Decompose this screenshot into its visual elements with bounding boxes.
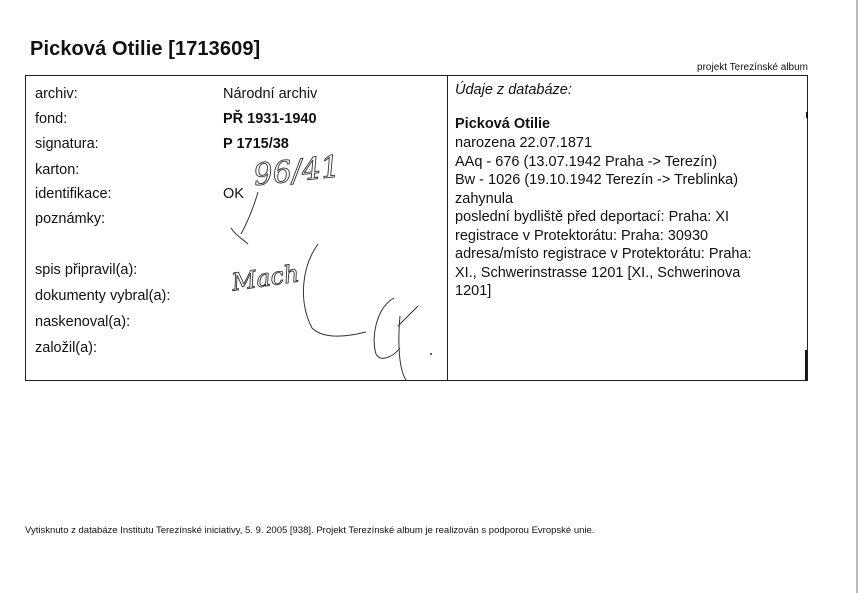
handwritten-initials [374,298,418,380]
field-label-fond: fond: [35,111,68,127]
handwritten-karton: 96/41 [251,149,342,194]
column-divider [447,76,448,380]
database-line: XI., Schwerinstrasse 1201 [XI., Schwerinova [455,264,741,281]
database-line: Bw - 1026 (19.10.1942 Terezín -> Treblinka) [455,172,739,188]
field-label-poznamky: poznámky: [35,211,106,227]
record-title: Picková Otilie [1713609] [30,38,261,60]
field-value-identifikace: OK [223,186,244,202]
database-line: AAq - 676 (13.07.1942 Praha -> Terezín) [455,153,718,170]
handwriting-overlay [26,76,447,382]
database-line: registrace v Protektorátu: Praha: 30930 [455,227,709,244]
handwritten-bracket [303,244,366,336]
database-line: zahynula [455,190,514,207]
database-line: narozena 22.07.1871 [455,135,593,151]
field-label-spis-pripravil: spis připravil(a): [35,262,138,278]
field-value-archiv: Národní archiv [223,86,318,102]
database-line: adresa/místo registrace v Protektorátu: Praha: [455,246,752,262]
field-label-zalozil: založil(a): [35,340,98,356]
database-heading: Údaje z databáze: [455,82,572,98]
field-label-karton: karton: [35,162,80,178]
scan-edge [856,0,858,593]
database-line: poslední bydliště před deportací: Praha: XI [455,209,730,225]
field-value-signatura: P 1715/38 [223,136,289,152]
field-value-fond: PŘ 1931-1940 [223,111,317,127]
footer-note: Vytisknuto z databáze Institutu Terezínské iniciativy, 5. 9. 2005 [938]. Projekt Terezínské album je realizován s podporou Evropské unie. [25,525,595,536]
field-label-identifikace: identifikace: [35,186,112,202]
database-details [455,134,800,301]
handwritten-signature: Mach [229,259,301,297]
field-label-signatura: signatura: [35,136,99,152]
project-label: projekt Terezínské album [697,62,808,73]
handwritten-check-mark [231,192,258,244]
field-label-naskenoval: naskenoval(a): [35,314,131,330]
database-line: 1201] [455,283,492,299]
scan-mark [805,350,807,380]
scan-mark [806,112,808,118]
field-label-archiv: archiv: [35,86,78,102]
database-person-name: Picková Otilie [455,116,551,132]
handwritten-dot [430,353,432,355]
record-card [25,75,808,381]
field-label-dokumenty-vybral: dokumenty vybral(a): [35,288,171,304]
